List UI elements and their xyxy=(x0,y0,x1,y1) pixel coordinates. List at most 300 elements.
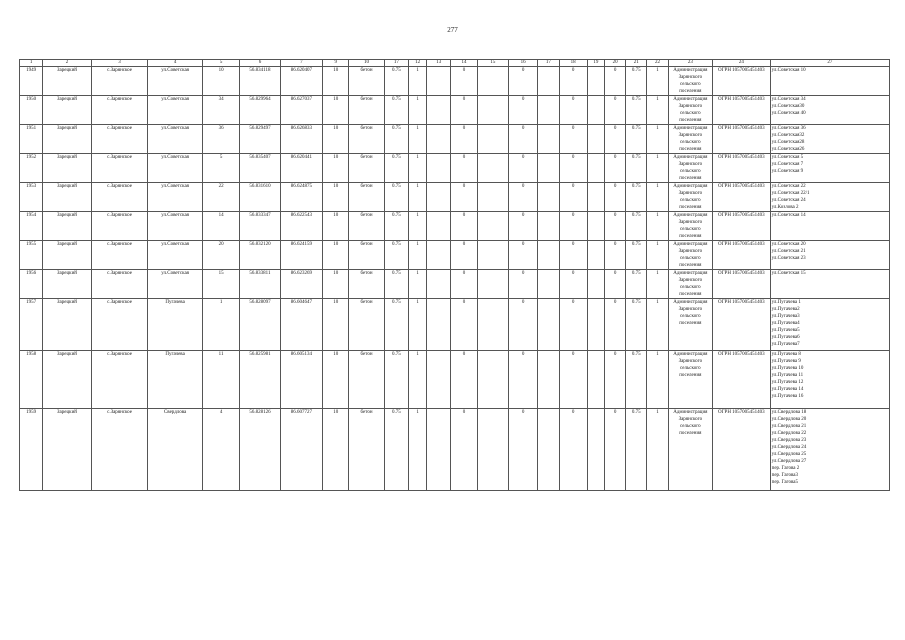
owner-cell xyxy=(668,96,712,125)
table-cell: ул.Советская xyxy=(148,96,203,125)
table-cell: 10 xyxy=(323,183,349,212)
table-cell xyxy=(538,270,559,299)
table-cell: бетон xyxy=(349,183,384,212)
table-cell: 0 xyxy=(604,409,625,491)
ogrn-cell: ОГРН 1057005451403 xyxy=(713,351,771,409)
table-cell xyxy=(477,409,508,491)
table-cell: 56.828097 xyxy=(240,299,280,351)
table-cell: Зарецкий xyxy=(43,241,92,270)
table-cell: Зарецкий xyxy=(43,183,92,212)
table-cell: с.Зарянское xyxy=(91,270,148,299)
table-cell: ул.Советская xyxy=(148,241,203,270)
table-cell: 1 xyxy=(647,241,668,270)
address-line: ул.Свердлова 20 xyxy=(771,417,807,422)
table-cell: бетон xyxy=(349,270,384,299)
table-cell: 0.75 xyxy=(626,183,647,212)
addresses-cell xyxy=(770,241,889,270)
owner-line: сельского xyxy=(680,314,701,319)
table-cell: с.Зарянское xyxy=(91,67,148,96)
table-cell: 0 xyxy=(559,351,587,409)
owner-cell xyxy=(668,409,712,491)
table-cell: 1 xyxy=(647,270,668,299)
table-cell: 0 xyxy=(604,125,625,154)
owner-line: Зарянского xyxy=(678,417,703,422)
table-cell: 0 xyxy=(451,67,477,96)
column-header: 12 xyxy=(408,60,426,67)
table-cell: 1 xyxy=(647,299,668,351)
addresses-cell xyxy=(770,183,889,212)
address-line: ул.Свердлова 24 xyxy=(771,445,807,450)
table-cell: 1950 xyxy=(20,96,43,125)
owner-cell xyxy=(668,67,712,96)
table-cell: 0 xyxy=(559,270,587,299)
address-line: ул.Советская 23 xyxy=(771,256,806,261)
table-cell: 1 xyxy=(408,270,426,299)
table-cell: 86.624159 xyxy=(280,241,322,270)
table-cell: 0 xyxy=(508,96,537,125)
address-line: ул.Советская30 xyxy=(771,104,805,109)
address-line: ул.Советская 14 xyxy=(771,213,806,218)
table-cell: бетон xyxy=(349,241,384,270)
table-cell xyxy=(477,67,508,96)
table-cell xyxy=(538,154,559,183)
column-header: 18 xyxy=(559,60,587,67)
table-cell xyxy=(587,154,604,183)
owner-line: сельского xyxy=(680,366,701,371)
owner-cell xyxy=(668,154,712,183)
table-cell: ул.Советская xyxy=(148,212,203,241)
table-cell: 56.835407 xyxy=(240,154,280,183)
address-line: ул.Советская 20 xyxy=(771,242,806,247)
owner-cell xyxy=(668,351,712,409)
owner-line: сельского xyxy=(680,256,701,261)
table-cell: бетон xyxy=(349,125,384,154)
address-line: ул.Советская 24 xyxy=(771,198,806,203)
address-line: пер. Гагова3 xyxy=(771,473,798,478)
table-cell: Пугачева xyxy=(148,299,203,351)
table-cell: 11 xyxy=(202,351,239,409)
owner-line: Зарянского xyxy=(678,162,703,167)
table-header-row xyxy=(20,60,890,67)
table-cell: 0.75 xyxy=(626,154,647,183)
table-cell: 86.622543 xyxy=(280,212,322,241)
table-cell xyxy=(427,270,451,299)
table-cell: 86.627037 xyxy=(280,96,322,125)
table-cell xyxy=(587,299,604,351)
owner-cell xyxy=(668,125,712,154)
owner-line: поселения xyxy=(679,147,702,152)
column-header: 2 xyxy=(43,60,92,67)
table-cell: бетон xyxy=(349,299,384,351)
address-line: пер. Гагова5 xyxy=(771,480,798,485)
address-line: пер. Гагова 2 xyxy=(771,466,800,471)
column-header: 22 xyxy=(647,60,668,67)
table-cell xyxy=(538,212,559,241)
address-line: ул.Пугачева 8 xyxy=(771,352,801,357)
address-line: ул.Советская32 xyxy=(771,133,805,138)
owner-line: Зарянского xyxy=(678,104,703,109)
address-line: ул.Советская 21 xyxy=(771,249,806,254)
ogrn-cell: ОГРН 1057005451403 xyxy=(713,270,771,299)
table-cell xyxy=(477,154,508,183)
table-cell: 0 xyxy=(508,299,537,351)
table-cell: 56.829497 xyxy=(240,125,280,154)
table-cell: 56.834118 xyxy=(240,67,280,96)
owner-line: поселения xyxy=(679,321,702,326)
ogrn-cell: ОГРН 1057005451403 xyxy=(713,212,771,241)
table-cell: 0 xyxy=(604,96,625,125)
table-cell xyxy=(587,241,604,270)
owner-line: Зарянского xyxy=(678,307,703,312)
table-cell xyxy=(427,212,451,241)
column-header: 5 xyxy=(202,60,239,67)
table-cell: Зарецкий xyxy=(43,154,92,183)
addresses-cell xyxy=(770,299,889,351)
address-line: ул.Советская26 xyxy=(771,147,805,152)
address-line: ул.Свердлова 27 xyxy=(771,459,807,464)
table-cell: 86.620407 xyxy=(280,67,322,96)
table-cell: Свердлова xyxy=(148,409,203,491)
table-cell: с.Зарянское xyxy=(91,183,148,212)
table-cell xyxy=(587,96,604,125)
table-cell: 86.620441 xyxy=(280,154,322,183)
ogrn-cell: ОГРН 1057005451403 xyxy=(713,183,771,212)
table-cell: 0.75 xyxy=(384,409,408,491)
column-header: 9 xyxy=(323,60,349,67)
address-line: ул.Советская 34 xyxy=(771,97,806,102)
table-cell xyxy=(427,299,451,351)
address-line: ул.Пугачева2 xyxy=(771,307,800,312)
address-line: ул.Пугачева 10 xyxy=(771,366,804,371)
column-header: 16 xyxy=(508,60,537,67)
table-cell: 0 xyxy=(559,67,587,96)
table-cell: 1 xyxy=(408,409,426,491)
table-cell xyxy=(538,183,559,212)
table-cell: 1958 xyxy=(20,351,43,409)
address-line: ул.Советская 36 xyxy=(771,126,806,131)
column-header: 7 xyxy=(280,60,322,67)
address-line: ул.Советская 9 xyxy=(771,169,804,174)
table-cell: 0 xyxy=(451,270,477,299)
table-cell: с.Зарянское xyxy=(91,125,148,154)
address-line: ул.Пугачева5 xyxy=(771,328,800,333)
table-cell: 0 xyxy=(508,154,537,183)
column-header: 17 xyxy=(538,60,559,67)
table-cell: бетон xyxy=(349,154,384,183)
table-cell xyxy=(427,67,451,96)
address-line: ул.Пугачева 11 xyxy=(771,373,804,378)
table-cell: 4 xyxy=(202,409,239,491)
table-cell: 0.75 xyxy=(384,270,408,299)
owner-line: сельского xyxy=(680,82,701,87)
table-cell: 1 xyxy=(408,154,426,183)
page-number: 277 xyxy=(447,26,458,34)
owner-line: Администрация xyxy=(673,97,708,102)
addresses-cell xyxy=(770,270,889,299)
address-line: ул.Советская 10 xyxy=(771,68,806,73)
ogrn-cell: ОГРН 1057005451403 xyxy=(713,154,771,183)
table-cell: 0 xyxy=(559,125,587,154)
address-line: ул.Свердлова 21 xyxy=(771,424,807,429)
table-cell xyxy=(538,351,559,409)
table-cell: 0.75 xyxy=(384,299,408,351)
owner-cell xyxy=(668,299,712,351)
table-cell: 1 xyxy=(408,67,426,96)
table-cell: ул.Советская xyxy=(148,154,203,183)
table-cell: 1954 xyxy=(20,212,43,241)
table-cell xyxy=(587,351,604,409)
table-cell: 0.75 xyxy=(384,212,408,241)
registry-table xyxy=(19,59,890,491)
table-cell xyxy=(477,96,508,125)
address-line: ул.Свердлова 25 xyxy=(771,452,807,457)
table-cell: 1 xyxy=(202,299,239,351)
table-cell: 0 xyxy=(604,67,625,96)
table-cell: 56.833347 xyxy=(240,212,280,241)
table-cell: с.Зарянское xyxy=(91,299,148,351)
ogrn-cell: ОГРН 1057005451403 xyxy=(713,409,771,491)
table-cell: ул.Советская xyxy=(148,67,203,96)
table-cell: 1 xyxy=(408,96,426,125)
column-header: 1 xyxy=(20,60,43,67)
owner-line: сельского xyxy=(680,227,701,232)
column-header: 6 xyxy=(240,60,280,67)
table-cell: 1949 xyxy=(20,67,43,96)
table-cell: 0 xyxy=(508,125,537,154)
table-cell: 0.75 xyxy=(384,96,408,125)
owner-line: поселения xyxy=(679,89,702,94)
table-cell: 0 xyxy=(604,183,625,212)
owner-line: поселения xyxy=(679,205,702,210)
table-cell: 1952 xyxy=(20,154,43,183)
table-cell: 10 xyxy=(323,270,349,299)
owner-line: поселения xyxy=(679,431,702,436)
table-cell: 1 xyxy=(647,67,668,96)
owner-line: поселения xyxy=(679,373,702,378)
table-cell xyxy=(587,125,604,154)
table-cell: 1 xyxy=(647,154,668,183)
table-cell xyxy=(587,212,604,241)
table-cell: 1 xyxy=(647,125,668,154)
table-cell: 0.75 xyxy=(384,241,408,270)
table-cell: с.Зарянское xyxy=(91,351,148,409)
table-cell: Зарецкий xyxy=(43,67,92,96)
addresses-cell xyxy=(770,125,889,154)
address-line: ул.Пугачева 14 xyxy=(771,387,804,392)
column-header: 23 xyxy=(668,60,712,67)
table-row xyxy=(20,409,890,491)
ogrn-cell: ОГРН 1057005451403 xyxy=(713,67,771,96)
table-row xyxy=(20,299,890,351)
owner-line: Администрация xyxy=(673,126,708,131)
owner-line: Администрация xyxy=(673,271,708,276)
owner-line: Администрация xyxy=(673,410,708,415)
addresses-cell xyxy=(770,212,889,241)
table-cell: 1957 xyxy=(20,299,43,351)
table-cell: 0.75 xyxy=(626,299,647,351)
table-cell: 0 xyxy=(451,154,477,183)
table-cell: 0 xyxy=(508,351,537,409)
owner-line: сельского xyxy=(680,285,701,290)
table-cell: Зарецкий xyxy=(43,409,92,491)
owner-line: Администрация xyxy=(673,184,708,189)
addresses-cell xyxy=(770,154,889,183)
address-line: ул.Пугачева 9 xyxy=(771,359,801,364)
column-header: 14 xyxy=(451,60,477,67)
table-cell: с.Зарянское xyxy=(91,96,148,125)
table-cell: с.Зарянское xyxy=(91,154,148,183)
table-cell: с.Зарянское xyxy=(91,212,148,241)
column-header: 20 xyxy=(604,60,625,67)
table-cell: 0 xyxy=(559,96,587,125)
table-cell: 86.605134 xyxy=(280,351,322,409)
table-cell: ул.Советская xyxy=(148,125,203,154)
table-cell: 0 xyxy=(559,212,587,241)
table-cell: 0.75 xyxy=(384,67,408,96)
table-cell xyxy=(427,154,451,183)
table-cell: 86.624875 xyxy=(280,183,322,212)
owner-line: Администрация xyxy=(673,155,708,160)
ogrn-cell: ОГРН 1057005451403 xyxy=(713,299,771,351)
table-cell: 10 xyxy=(323,125,349,154)
table-cell xyxy=(538,241,559,270)
table-cell: 0 xyxy=(559,154,587,183)
table-cell: 56.828126 xyxy=(240,409,280,491)
table-cell: 1953 xyxy=(20,183,43,212)
table-cell: 1955 xyxy=(20,241,43,270)
table-cell: 0 xyxy=(604,270,625,299)
table-cell: 1 xyxy=(647,96,668,125)
table-row xyxy=(20,96,890,125)
address-line: ул.Советская 5 xyxy=(771,155,804,160)
table-cell: 0 xyxy=(508,241,537,270)
table-cell xyxy=(477,125,508,154)
owner-line: Администрация xyxy=(673,68,708,73)
column-header: 13 xyxy=(427,60,451,67)
table-cell: бетон xyxy=(349,67,384,96)
table-cell: 0 xyxy=(451,125,477,154)
owner-line: Зарянского xyxy=(678,191,703,196)
table-cell: 10 xyxy=(202,67,239,96)
table-cell: 20 xyxy=(202,241,239,270)
owner-line: поселения xyxy=(679,263,702,268)
table-row xyxy=(20,212,890,241)
table-cell: ул.Советская xyxy=(148,270,203,299)
table-cell: 86.626833 xyxy=(280,125,322,154)
table-cell: 5 xyxy=(202,154,239,183)
address-line: ул.Пугачева3 xyxy=(771,314,800,319)
table-row xyxy=(20,67,890,96)
table-cell: 0 xyxy=(451,409,477,491)
address-line: ул.Пугачева 1 xyxy=(771,300,801,305)
table-cell: бетон xyxy=(349,212,384,241)
table-cell: 1 xyxy=(408,241,426,270)
table-cell: 56.832120 xyxy=(240,241,280,270)
table-cell xyxy=(538,409,559,491)
owner-line: Зарянского xyxy=(678,75,703,80)
table-cell xyxy=(477,183,508,212)
address-line: ул.Пугачева4 xyxy=(771,321,800,326)
table-cell: 10 xyxy=(323,154,349,183)
column-header: 19 xyxy=(587,60,604,67)
owner-line: Зарянского xyxy=(678,249,703,254)
table-cell: 0 xyxy=(508,212,537,241)
owner-line: поселения xyxy=(679,234,702,239)
table-cell: 15 xyxy=(202,270,239,299)
table-cell: 1 xyxy=(647,351,668,409)
owner-cell xyxy=(668,212,712,241)
table-cell xyxy=(477,212,508,241)
table-cell: 0 xyxy=(604,241,625,270)
table-cell: 0 xyxy=(508,67,537,96)
table-row xyxy=(20,183,890,212)
table-cell: 0 xyxy=(508,270,537,299)
table-cell: Зарецкий xyxy=(43,299,92,351)
table-cell xyxy=(538,299,559,351)
table-cell: 0 xyxy=(604,299,625,351)
owner-line: Зарянского xyxy=(678,133,703,138)
column-header: 17 xyxy=(384,60,408,67)
table-cell: 14 xyxy=(202,212,239,241)
table-cell xyxy=(427,241,451,270)
table-cell: с.Зарянское xyxy=(91,241,148,270)
table-row xyxy=(20,241,890,270)
table-cell: Пугачева xyxy=(148,351,203,409)
ogrn-cell: ОГРН 1057005451403 xyxy=(713,96,771,125)
table-cell: 0.75 xyxy=(626,409,647,491)
column-header: 3 xyxy=(91,60,148,67)
table-cell: 56.831610 xyxy=(240,183,280,212)
table-cell: 0 xyxy=(508,183,537,212)
table-cell: 10 xyxy=(323,96,349,125)
table-cell xyxy=(587,67,604,96)
table-cell: 86.607727 xyxy=(280,409,322,491)
table-cell xyxy=(427,351,451,409)
column-header: 10 xyxy=(349,60,384,67)
table-row xyxy=(20,351,890,409)
table-cell: 10 xyxy=(323,212,349,241)
column-header: 21 xyxy=(626,60,647,67)
address-line: ул.Свердлова 18 xyxy=(771,410,807,415)
address-line: ул.Советская 22 xyxy=(771,184,806,189)
table-cell: 0 xyxy=(508,409,537,491)
table-cell: ул.Советская xyxy=(148,183,203,212)
table-row xyxy=(20,270,890,299)
table-cell: 0.75 xyxy=(384,183,408,212)
owner-line: Зарянского xyxy=(678,359,703,364)
owner-line: Администрация xyxy=(673,300,708,305)
table-cell: 10 xyxy=(323,241,349,270)
table-cell: 34 xyxy=(202,96,239,125)
table-cell: 0.75 xyxy=(626,241,647,270)
table-cell: 0.75 xyxy=(626,351,647,409)
table-cell: 0 xyxy=(604,212,625,241)
table-cell: бетон xyxy=(349,351,384,409)
table-cell: Зарецкий xyxy=(43,96,92,125)
addresses-cell xyxy=(770,351,889,409)
table-cell xyxy=(477,299,508,351)
address-line: ул.Свердлова 22 xyxy=(771,431,807,436)
table-cell: 0 xyxy=(451,351,477,409)
table-cell: 10 xyxy=(323,299,349,351)
owner-line: поселения xyxy=(679,176,702,181)
table-cell xyxy=(587,409,604,491)
column-header: 15 xyxy=(477,60,508,67)
table-cell: 0 xyxy=(451,96,477,125)
table-cell: 1 xyxy=(408,351,426,409)
addresses-cell xyxy=(770,409,889,491)
table-cell: 0.75 xyxy=(384,351,408,409)
